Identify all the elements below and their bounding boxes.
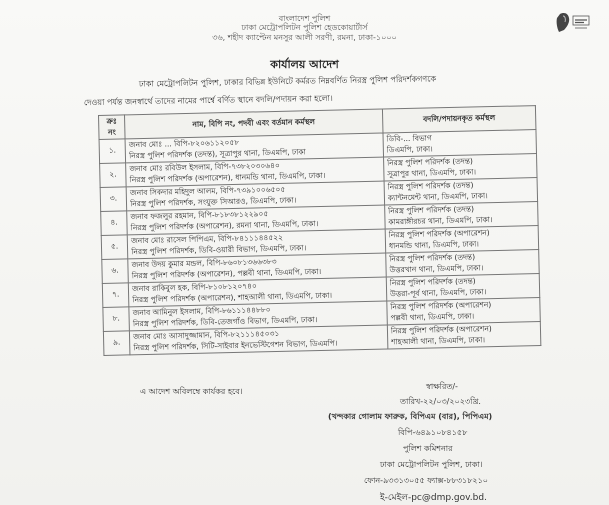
officer-name-bp: জনাব সিকদার মহিদুল আলম, বিপি-৭৩৯১০০৬৫০৫	[129, 184, 286, 198]
posting-designation: নিরস্ত্র পুলিশ পরিদর্শক (তদন্ত)	[389, 252, 476, 264]
signatory-name: (খন্দকার গোলাম ফারুক, বিপিএম (বার), পিপিএম)	[328, 412, 493, 421]
posting-station: পল্লবী থানা, ডিএমপি, ঢাকা।	[390, 311, 475, 322]
officer-current-post: নিরস্ত্র পুলিশ পরিদর্শক (অপারেশন), রমনা থানা, ডিএমপি, ঢাকা।	[130, 218, 319, 232]
officer-cell	[130, 325, 388, 355]
posting-cell	[383, 130, 537, 157]
serial-cell: ২.	[100, 163, 127, 188]
serial-cell: ৬.	[102, 259, 129, 284]
posting-station: কামরাঙ্গীরচর থানা, ডিএমপি, ঢাকা।	[388, 214, 493, 226]
intro-line-2: দেওয়া পর্যন্ত জনস্বার্থে তাদের নামের পার্শ্বে বর্ণিত স্থানে বদলি/পদায়ন করা হলো।	[83, 93, 333, 108]
header-line-police: বাংলাদেশ পুলিশ	[278, 14, 331, 23]
signatory-bp: বিপি-৬৪৯১০৮৪১৫৮	[398, 428, 468, 437]
effect-note: এ আদেশ অবিলম্বে কার্যকর হবে।	[140, 387, 243, 396]
posting-station: উত্তরখান থানা, ডিএমপি, ঢাকা।	[389, 262, 484, 274]
officer-name-bp: জনাব আমিনুল ইসলাম, বিপি-৮৬১১১৪৪৮৮০	[132, 305, 271, 318]
officer-name-bp: জনাব উদয় কুমার মন্ডল, বিপি-৮৬০৮১৩৬৬৩৮৩	[131, 256, 277, 270]
officer-name-bp: জনাব ফজলুর রহমান, বিপি-৮১৮৩৮১২২৯০৫	[130, 209, 269, 222]
posting-cell	[386, 274, 540, 301]
transfer-table	[98, 105, 541, 356]
posting-designation: নিরস্ত্র পুলিশ পরিদর্শক (অপারেশন)	[388, 228, 490, 240]
posting-cell	[384, 202, 538, 229]
serial-cell: ৪.	[101, 211, 128, 236]
posting-station: ক্যান্টনমেন্ট থানা, ডিএমপি, ঢাকা।	[387, 190, 488, 202]
posting-cell	[384, 178, 538, 205]
posting-designation: ডিবি-... বিভাগ	[386, 133, 432, 144]
page-title: কার্যালয় আদেশ	[270, 58, 339, 71]
intro-line-1: ঢাকা মেট্রোপলিটন পুলিশ, ঢাকার বিভিন্ন ইউনিটে কর্মরত নিম্নবর্ণিত নিরস্ত্র পুলিশ পরিদর্শকগণকে	[138, 74, 437, 89]
officer-name-bp: জনাব মোঃ রবিউল ইসলাম, বিপি-৭৩৮২০৩০৬৪০	[129, 160, 280, 174]
serial-cell: ৯.	[103, 331, 130, 356]
officer-current-post: নিরস্ত্র পুলিশ পরিদর্শক, সংযুক্ত সিআরও, ডিএমপি, ঢাকা।	[130, 195, 297, 208]
contact-phone: ফোন-৯৩৩১৩০৫৫ ফ্যাক্স-৮৮৩১৮২১০	[364, 476, 488, 485]
posting-station: সূত্রাপুর থানা, ডিএমপি, ঢাকা।	[387, 166, 477, 178]
officer-current-post: নিরস্ত্র পুলিশ পরিদর্শক (অপারেশন), ধানমন্ডি থানা, ডিএমপি, ঢাকা।	[129, 170, 326, 184]
posting-cell	[386, 250, 540, 277]
officer-current-post: নিরস্ত্র পুলিশ পরিদর্শক, ডিবি-ওয়ারী বিভাগ, ডিএমপি, ঢাকা।	[131, 242, 307, 256]
signed-mark: স্বাক্ষরিত/-	[426, 382, 458, 391]
posting-designation: নিরস্ত্র পুলিশ পরিদর্শক (তদন্ত)	[388, 204, 475, 216]
posting-cell	[383, 154, 537, 181]
posting-station: শাহআলী থানা, ডিএমপি, ঢাকা।	[390, 334, 486, 346]
officer-current-post: নিরস্ত্র পুলিশ পরিদর্শক, সিটি-সাইবার ইনভেস্টিগেশন বিভাগ, ডিএমপি।	[133, 338, 338, 352]
serial-cell: ১.	[99, 139, 126, 164]
posting-designation: নিরস্ত্র পুলিশ পরিদর্শক (অপারেশন)	[390, 300, 492, 312]
header-line-hq: ঢাকা মেট্রোপলিটন পুলিশ হেডকোয়ার্টার্স	[241, 23, 368, 32]
officer-name-bp: জনাব রাকিবুল হক, বিপি-৮১০৮১২০৭৪০	[132, 281, 257, 294]
signatory-organization: ঢাকা মেট্রোপলিটন পুলিশ, ঢাকা।	[380, 460, 483, 469]
serial-cell: ৮.	[103, 307, 130, 332]
column-header-serial: ক্রঃ নং	[99, 115, 126, 140]
officer-name-bp: জনাব মোঃ ... বিপি-৮২০৬১১২০৫৮	[128, 137, 240, 150]
posting-cell	[387, 298, 541, 325]
order-date: তারিখ-২২/০৩/২০২৩খ্রি.	[400, 397, 481, 406]
serial-cell: ৩.	[100, 187, 127, 212]
posting-designation: নিরস্ত্র পুলিশ পরিদর্শক (তদন্ত)	[387, 180, 474, 192]
posting-designation: নিরস্ত্র পুলিশ পরিদর্শক (তদন্ত)	[386, 156, 474, 168]
posting-designation: নিরস্ত্র পুলিশ পরিদর্শক (তদন্ত)	[389, 276, 476, 288]
posting-cell	[385, 226, 539, 253]
officer-current-post: নিরস্ত্র পুলিশ পরিদর্শক (অপারেশন), শাহআলী থানা, ডিএমপি, ঢাকা।	[132, 290, 333, 304]
signatory-designation: পুলিশ কমিশনার	[403, 444, 453, 453]
column-header-name: নাম, বিপি নং, পদবী এবং বর্তমান কর্মস্থল	[125, 109, 383, 139]
posting-cell	[387, 322, 541, 349]
posting-designation: নিরস্ত্র পুলিশ পরিদর্শক (অপারেশন)	[390, 324, 492, 336]
posting-station: ধানমন্ডি থানা, ডিএমপি, ঢাকা।	[388, 238, 480, 250]
posting-station: ডিএমপি, ঢাকা।	[386, 143, 433, 154]
officer-name-bp: জনাব মোঃ রাসেল পিপিএম, বিপি-৮৪১১১৪৪৫২২	[130, 232, 284, 246]
mujib-logo-icon	[554, 10, 594, 36]
officer-current-post: নিরস্ত্র পুলিশ পরিদর্শক (তদন্ত), সূত্রাপুর থানা, ডিএমপি, ঢাকা	[128, 146, 306, 160]
serial-cell: ৫.	[101, 235, 128, 260]
officer-current-post: নিরস্ত্র পুলিশ পরিদর্শক (অপারেশন), পল্লবী থানা, ডিএমপি, ঢাকা।	[131, 266, 322, 280]
header-line-address: ৩৬, শহীদ ক্যাপ্টেন মনসুর আলী সরণী, রমনা, ঢাকা-১০০০	[212, 33, 397, 42]
column-header-posting: বদলি/পদায়নকৃত কর্মস্থল	[382, 106, 536, 133]
officer-current-post: নিরস্ত্র পুলিশ পরিদর্শক, ডিবি-তেজগাঁও বিভাগ, ডিএমপি, ঢাকা।	[132, 314, 318, 328]
officer-name-bp: জনাব মোঃ আসাদুজ্জামান, বিপি-৮২১১১৪৫০৩১	[133, 328, 280, 342]
serial-cell: ৭.	[102, 283, 129, 308]
posting-station: উত্তরা-পূর্ব থানা, ডিএমপি, ঢাকা।	[389, 286, 487, 298]
contact-email: ই-মেইল-pc@dmp.gov.bd.	[380, 493, 487, 503]
